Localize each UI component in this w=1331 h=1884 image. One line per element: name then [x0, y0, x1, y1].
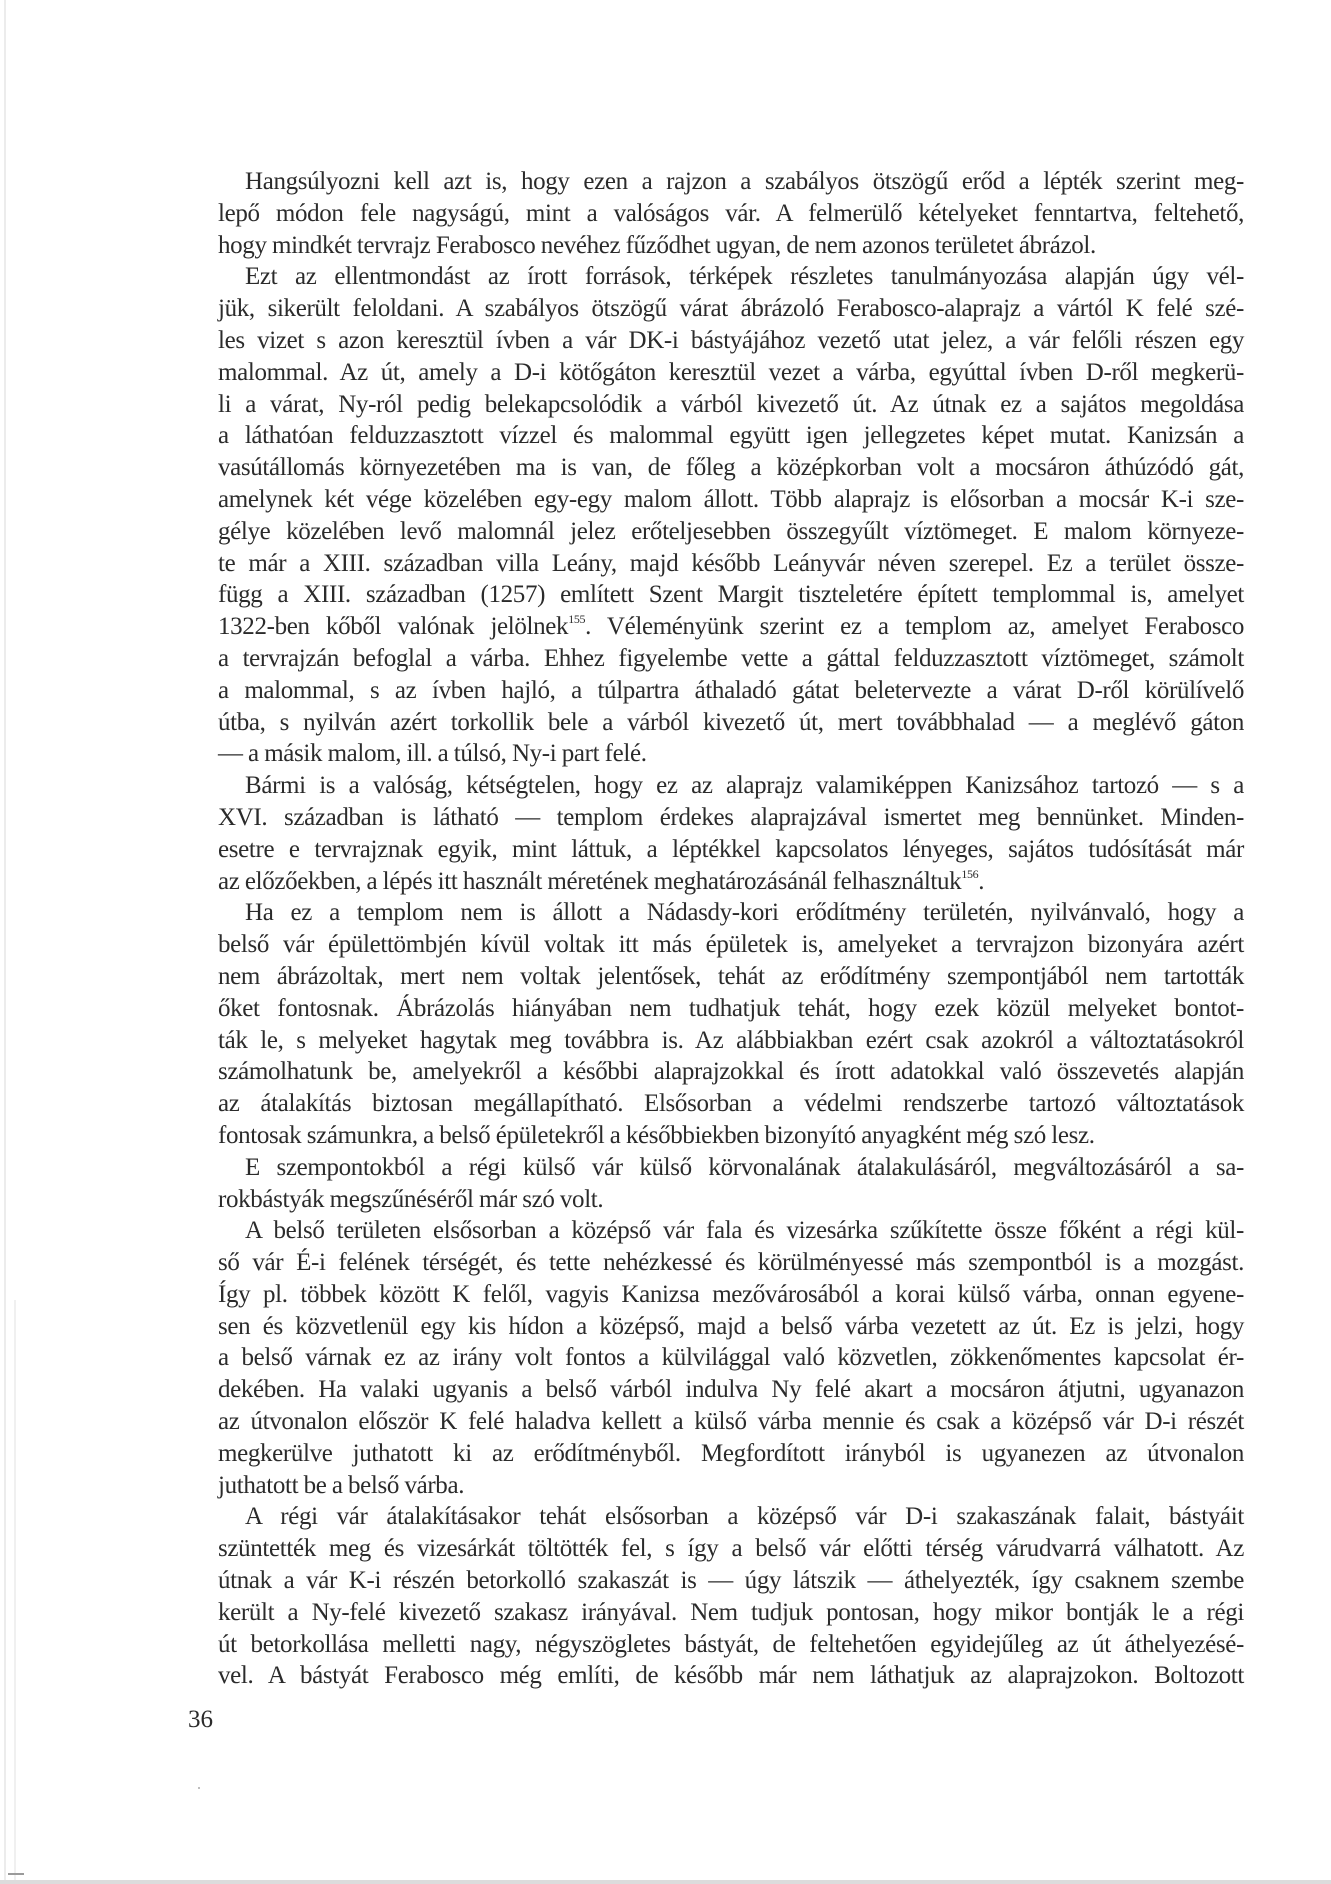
text-line: függ a XIII. században (1257) említett Szent Margit tiszteletére épített templommal is, amelyet [218, 581, 1244, 609]
text-line: került a Ny-felé kivezető szakasz irányával. Nem tudjuk pontosan, hogy mikor bontják le a régi [218, 1598, 1244, 1626]
footnote-reference: 156 [961, 866, 979, 881]
text-line: E szempontokból a régi külső vár külső körvonalának átalakulásáról, megváltozásáról a sa- [245, 1153, 1244, 1181]
text-line: az átalakítás biztosan megállapítható. Elsősorban a védelmi rendszerbe tartozó változtatások [218, 1090, 1244, 1118]
text-line: vel. A bástyát Ferabosco még említi, de később már nem láthatjuk az alaprajzokon. Boltozott [218, 1662, 1244, 1690]
text-line: útba, s nyilván azért torkollik bele a várból kivezető út, mert továbbhalad — a meglévő gáton [218, 708, 1244, 736]
corner-mark [8, 1873, 24, 1875]
text-line: Ha ez a templom nem is állott a Nádasdy-kori erődítmény területén, nyilvánvaló, hogy a [245, 899, 1244, 927]
paragraph [218, 261, 1244, 770]
text-line: nem ábrázoltak, mert nem voltak jelentősek, tehát az erődítmény szempontjából nem tartották [218, 962, 1244, 990]
text-line: őket fontosnak. Ábrázolás hiányában nem tudhatjuk tehát, hogy ezek közül melyeket bontot- [218, 994, 1244, 1022]
text-line: vasútállomás környezetében ma is van, de főleg a középkorban volt a mocsáron áthúzódó gát, [218, 454, 1244, 482]
text-line: sen és közvetlenül egy kis hídon a középső, majd a belső várba vezetett az út. Ez is jelzi, hogy [218, 1312, 1244, 1340]
text-line: útnak a vár K-i részén betorkolló szakaszát is — úgy látszik — áthelyezték, így csaknem szembe [218, 1567, 1244, 1595]
scan-edge-bottom [0, 1880, 1331, 1884]
text-line: út betorkollása melletti nagy, négyszögletes bástyát, de feltehetően egyidejűleg az út áthelyezésé- [218, 1630, 1244, 1658]
text-line: Így pl. többek között K felől, vagyis Kanizsa mezővárosából a korai külső várba, onnan egyene- [218, 1280, 1244, 1308]
text-line: amelynek két vége közelében egy-egy malom állott. Több alaprajz is elősorban a mocsár K-i sze- [218, 485, 1244, 513]
text-line: ták le, s melyeket hagytak meg továbbra is. Az alábbiakban ezért csak azokról a változtatásokról [218, 1026, 1244, 1054]
text-line: a malommal, s az ívben hajló, a túlpartra áthaladó gátat beletervezte a várat D-ről körülívelő [218, 676, 1244, 704]
body-text [218, 166, 1244, 1692]
text-line: Hangsúlyozni kell azt is, hogy ezen a rajzon a szabályos ötszögű erőd a lépték szerint meg- [245, 168, 1244, 195]
text-line: jük, sikerült feloldani. A szabályos ötszögű várat ábrázoló Ferabosco-alaprajz a vártól K felé szé- [218, 295, 1244, 323]
text-line: a láthatóan felduzzasztott vízzel és malommal együtt igen jellegzetes képet mutat. Kanizsán a [218, 422, 1244, 450]
text-line: A belső területen elsősorban a középső vár fala és vizesárka szűkítette össze főként a régi kül- [245, 1217, 1244, 1245]
scan-speck [198, 1787, 200, 1789]
text-line: XVI. században is látható — templom érdekes alaprajzával ismertet meg bennünket. Minden- [218, 803, 1244, 831]
text-line: 1322-ben kőből valónak jelölnek$^{155}$. Véleményünk szerint ez a templom az, amelyet Ferabosco [218, 612, 1245, 641]
text-line: dekében. Ha valaki ugyanis a belső várból indulva Ny felé akart a mocsáron átjutni, ugyanazon [218, 1376, 1244, 1404]
text-line: Ezt az ellentmondást az írott források, térképek részletes tanulmányozása alapján úgy vél- [245, 263, 1244, 291]
paragraph [218, 1501, 1244, 1692]
scan-edge-shadow [14, 1300, 16, 1884]
text-line: gélye közelében levő malomnál jelez erőteljesebben összegyűlt víztömeget. E malom környeze- [218, 517, 1244, 545]
text-line: számolhatunk be, amelyekről a későbbi alaprajzokkal és írott adatokkal való összevetés alapján [218, 1058, 1244, 1086]
text-line: lepő módon fele nagyságú, mint a valóságos vár. A felmerülő kételyeket fenntartva, feltehető, [218, 199, 1244, 227]
paragraph [218, 897, 1244, 1151]
text-line: fontosak számunkra, a belső épületekről a későbbiekben bizonyító anyagként még szó lesz. [218, 1121, 1095, 1149]
text-line: az előzőekben, a lépés itt használt méretének meghatározásánál felhasználtuk$^{156}$. [218, 866, 985, 895]
footnote-reference: 155 [568, 612, 586, 627]
text-line: juthatott be a belső várba. [218, 1471, 465, 1499]
text-line: li a várat, Ny-ról pedig belekapcsolódik a várból kivezető út. Az útnak ez a sajátos megoldása [218, 390, 1244, 418]
text-line: Bármi is a valóság, kétségtelen, hogy ez az alaprajz valamiképpen Kanizsához tartozó — s a [245, 772, 1244, 800]
text-line: belső vár épülettömbjén kívül voltak itt más épületek is, amelyeket a tervrajzon bizonyára azért [218, 931, 1244, 959]
paragraph [218, 1152, 1244, 1216]
text-line: hogy mindkét tervrajz Ferabosco nevéhez fűződhet ugyan, de nem azonos területet ábrázol. [218, 231, 1096, 259]
text-line: a belső várnak ez az irány volt fontos a külvilággal való közvetlen, zökkenőmentes kapcsolat ér- [218, 1344, 1244, 1372]
text-line: les vizet s azon keresztül ívben a vár DK-i bástyájához vezető utat jelez, a vár felőli részen egy [218, 326, 1244, 354]
text-line: esetre e tervrajznak egyik, mint láttuk, a léptékkel kapcsolatos lényeges, sajátos tudósítását már [218, 835, 1244, 863]
text-line: szüntették meg és vizesárkát töltötték fel, s így a belső vár előtti térség várudvarrá válhatott. Az [218, 1535, 1244, 1563]
text-line: megkerülve juthatott ki az erődítményből. Megfordított irányból is ugyanezen az útvonalon [218, 1439, 1244, 1467]
text-line: rokbástyák megszűnéséről már szó volt. [218, 1185, 604, 1213]
paragraph [218, 166, 1244, 261]
text-line: te már a XIII. században villa Leány, majd később Leányvár néven szerepel. Ez a terület össze- [218, 549, 1244, 577]
page-number: 36 [188, 1706, 213, 1733]
text-line: az útvonalon először K felé haladva kellett a külső várba mennie és csak a középső vár D-i részét [218, 1408, 1244, 1436]
text-line: ső vár É-i felének térségét, és tette nehézkessé és körülményessé más szempontból is a mozgást. [218, 1249, 1244, 1277]
paragraph [218, 770, 1244, 897]
paragraph [218, 1215, 1244, 1501]
text-line: a tervrajzán befoglal a várba. Ehhez figyelembe vette a gáttal felduzzasztott víztömeget, számolt [218, 644, 1244, 672]
text-line: malommal. Az út, amely a D-i kötőgáton keresztül vezet a várba, egyúttal ívben D-ről megkerü- [218, 358, 1244, 386]
scan-edge-left [4, 0, 6, 1884]
text-line: — a másik malom, ill. a túlsó, Ny-i part felé. [218, 740, 647, 768]
text-line: A régi vár átalakításakor tehát elsősorban a középső vár D-i szakaszának falait, bástyáit [245, 1503, 1244, 1531]
